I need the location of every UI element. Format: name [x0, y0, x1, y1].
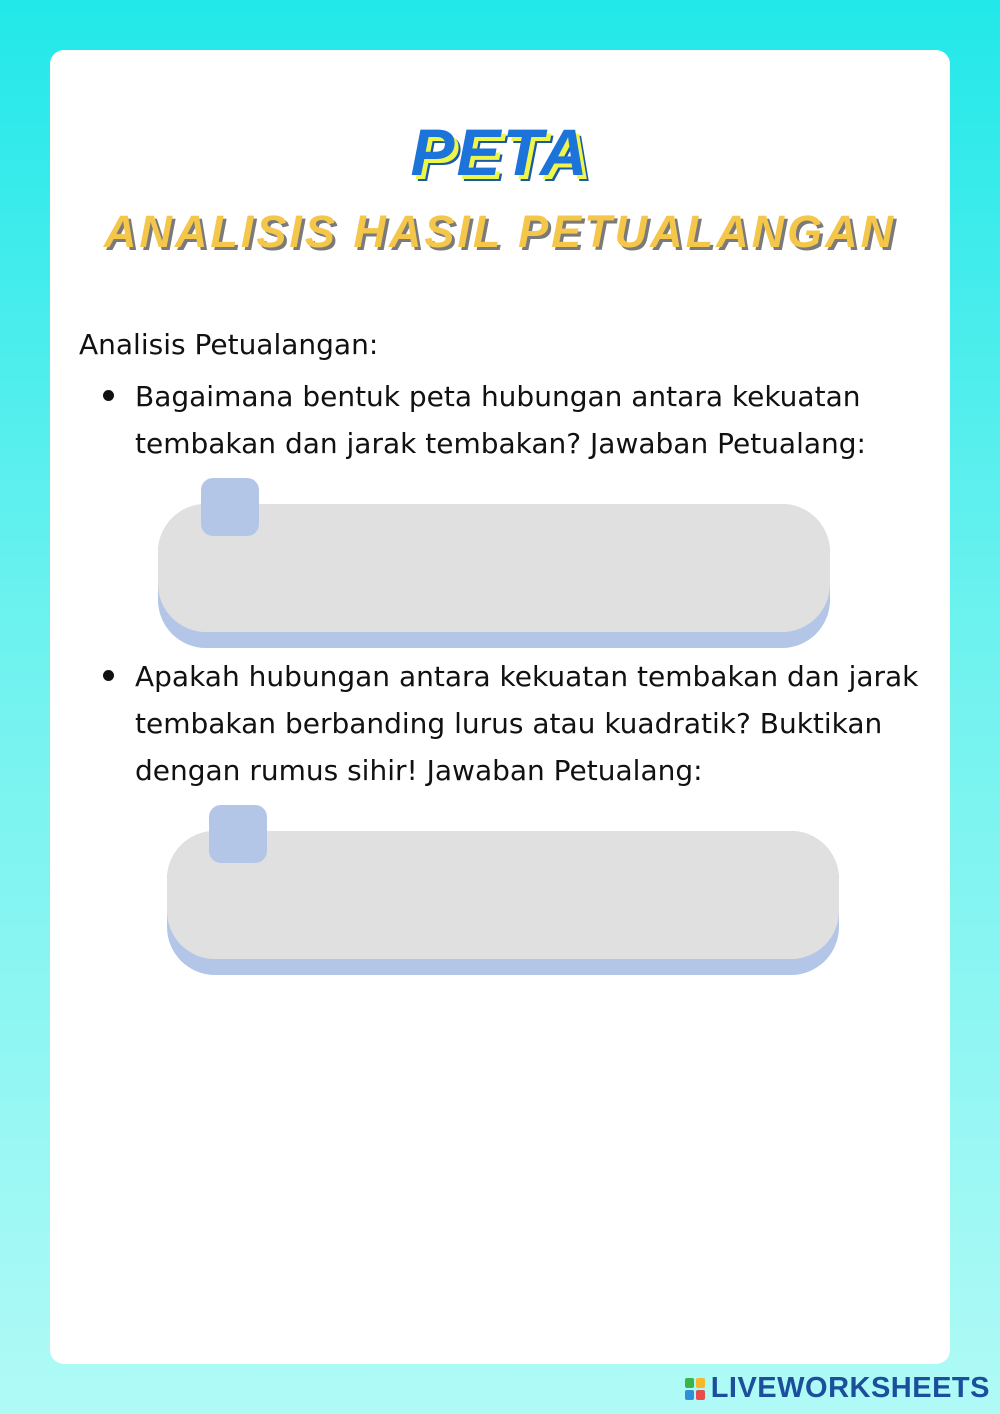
page-title: PETA: [410, 115, 590, 189]
question-2: Apakah hubungan antara kekuatan tembakan dan jarak tembakan berbanding lurus atau kuadratik? Buktikan dengan rumus sihir! Jawaban Petualang:: [135, 660, 919, 787]
answer-field-2-tab: [209, 805, 267, 863]
brand-name: LIVEWORKSHEETS: [710, 1372, 990, 1404]
answer-field-2-surface[interactable]: [167, 831, 839, 959]
liveworksheets-logo-icon: [685, 1378, 705, 1400]
bullet-point: [103, 670, 114, 681]
bullet-point: [103, 390, 114, 401]
section-intro: Analisis Petualangan:: [79, 328, 379, 361]
brand-footer[interactable]: [685, 1372, 990, 1405]
answer-field-2[interactable]: [167, 831, 839, 975]
question-1: Bagaimana bentuk peta hubungan antara kekuatan tembakan dan jarak tembakan? Jawaban Petualang:: [135, 380, 866, 460]
answer-field-1-tab: [201, 478, 259, 536]
page-subtitle: ANALISIS HASIL PETUALANGAN: [103, 206, 897, 257]
